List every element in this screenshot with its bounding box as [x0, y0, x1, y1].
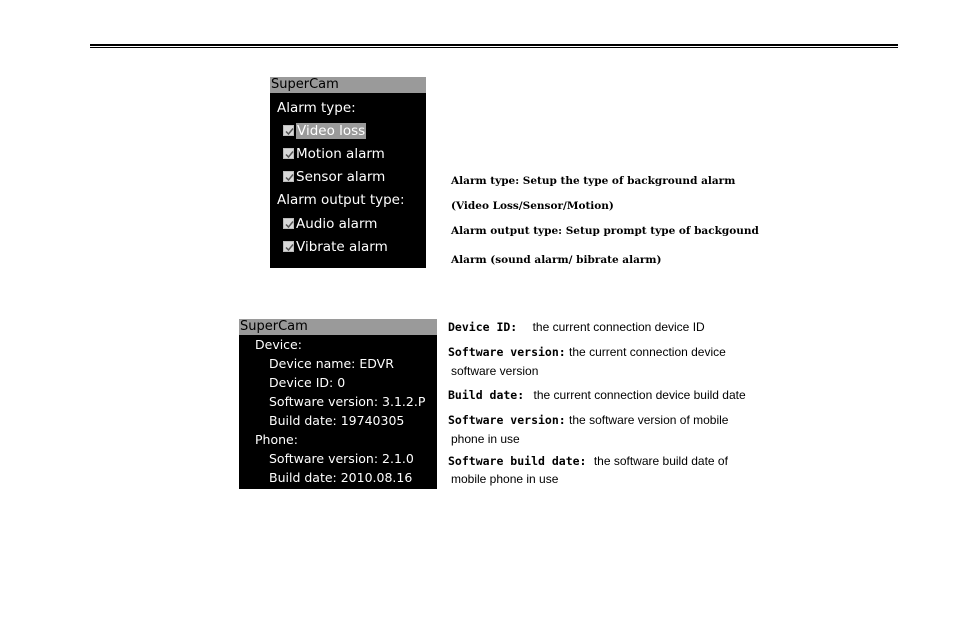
note-software-build-date: [448, 454, 728, 468]
note-desc: the software build date of: [593, 454, 728, 468]
device-software-version: Software version: 3.1.2.P: [269, 394, 426, 409]
note-build-date: [448, 388, 746, 402]
app-title: SuperCam: [270, 77, 426, 93]
note-term: Software build date:: [448, 454, 587, 468]
note-desc: the current connection device ID: [532, 320, 705, 334]
note-term: Software version:: [448, 345, 566, 359]
checkbox-label: Audio alarm: [296, 216, 378, 232]
phone-build-date: Build date: 2010.08.16: [269, 470, 413, 485]
checkbox-video-loss[interactable]: [283, 122, 366, 140]
checkbox-label: Video loss: [297, 123, 366, 139]
phone-section-label: Phone:: [255, 432, 298, 447]
note-software-version: [448, 345, 726, 359]
checkbox-label: Sensor alarm: [296, 169, 386, 185]
checkbox-label: Motion alarm: [296, 146, 385, 162]
checkbox-checked-icon: [283, 241, 294, 252]
note-alarm-type: Alarm type: Setup the type of background alarm: [451, 175, 736, 187]
checkbox-checked-icon: [283, 171, 294, 182]
alarm-output-type-label: Alarm output type:: [277, 192, 405, 208]
checkbox-checked-icon: [283, 125, 294, 136]
checkbox-audio-alarm[interactable]: [283, 215, 377, 233]
alarm-settings-screen: [270, 77, 426, 268]
note-term: Device ID:: [448, 320, 518, 334]
note-mobile-software-version: [448, 413, 728, 427]
note-term: Software version:: [448, 413, 566, 427]
note-alarm-output-options: Alarm (sound alarm/ bibrate alarm): [451, 254, 662, 266]
alarm-type-label: Alarm type:: [277, 100, 356, 116]
checkbox-motion-alarm[interactable]: [283, 145, 385, 163]
note-desc: the current connection device: [569, 345, 726, 359]
note-desc: the current connection device build date: [533, 388, 746, 402]
device-section-label: Device:: [255, 337, 302, 352]
note-device-id: [448, 320, 705, 334]
device-id: Device ID: 0: [269, 375, 346, 390]
checkbox-vibrate-alarm[interactable]: [283, 238, 388, 256]
checkbox-label: Vibrate alarm: [296, 239, 388, 255]
device-info-screen: [239, 319, 437, 489]
checkbox-checked-icon: [283, 218, 294, 229]
header-rule: [90, 44, 898, 46]
checkbox-sensor-alarm[interactable]: [283, 168, 385, 186]
note-alarm-output-type: Alarm output type: Setup prompt type of backgound: [451, 225, 759, 237]
device-name: Device name: EDVR: [269, 356, 394, 371]
note-software-version-cont: software version: [451, 364, 539, 378]
app-title: SuperCam: [239, 319, 437, 335]
phone-software-version: Software version: 2.1.0: [269, 451, 414, 466]
note-software-build-date-cont: mobile phone in use: [451, 472, 559, 486]
checkbox-checked-icon: [283, 148, 294, 159]
note-alarm-type-options: (Video Loss/Sensor/Motion): [451, 200, 614, 212]
device-build-date: Build date: 19740305: [269, 413, 405, 428]
note-desc: the software version of mobile: [569, 413, 729, 427]
note-mobile-software-version-cont: phone in use: [451, 432, 520, 446]
note-term: Build date:: [448, 388, 525, 402]
